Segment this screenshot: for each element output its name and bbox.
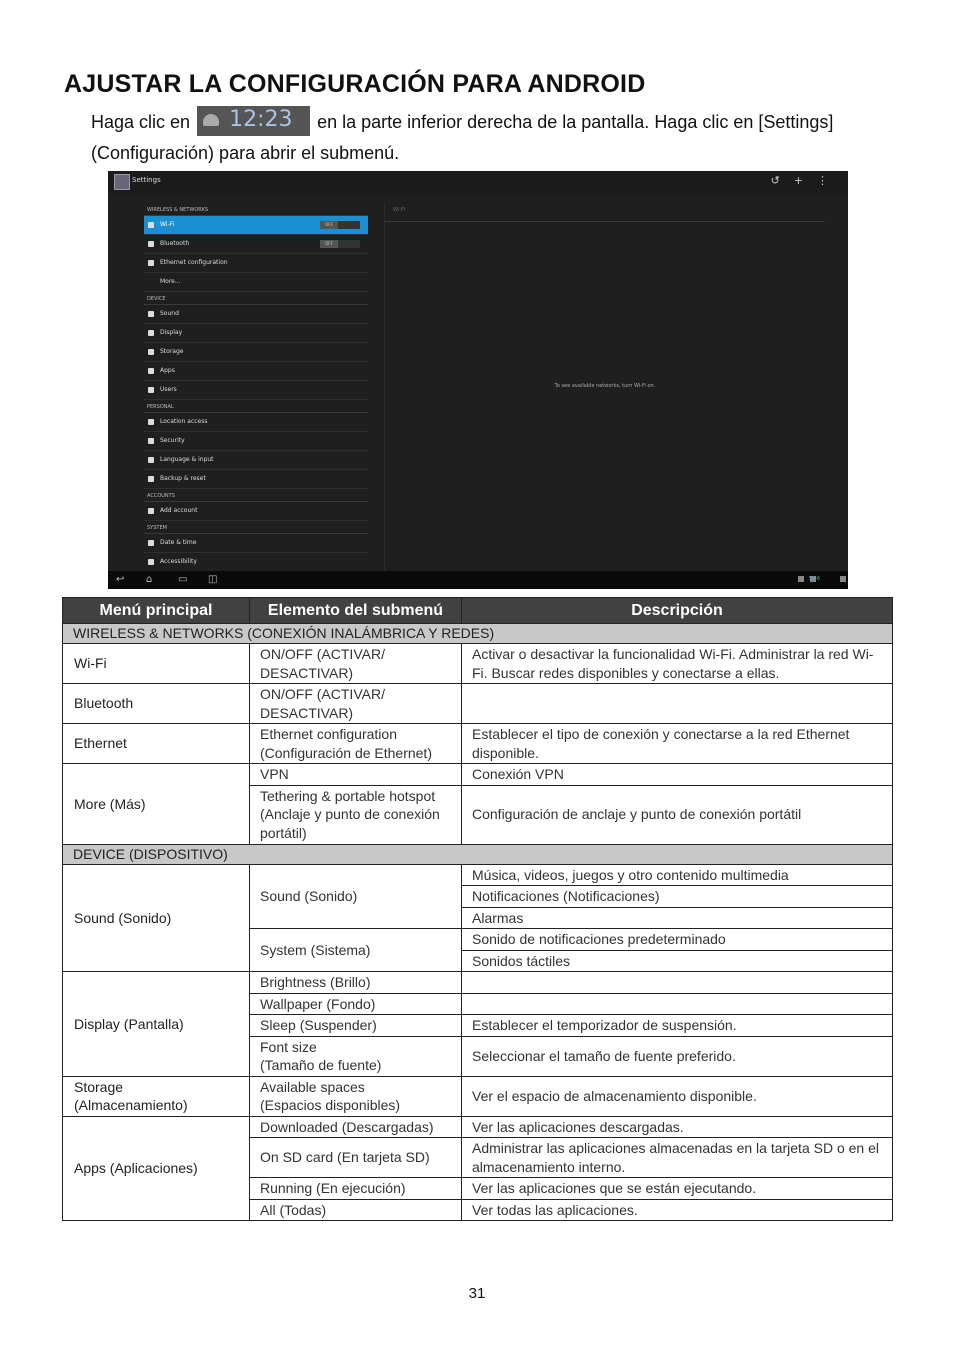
description-cell: [462, 993, 893, 1015]
main-menu-cell: Wi-Fi: [63, 644, 250, 684]
settings-item-label: Display: [160, 329, 183, 336]
settings-item: [144, 343, 368, 362]
submenu-cell: Sleep (Suspender): [250, 1015, 462, 1037]
description-cell: Ver las aplicaciones descargadas.: [462, 1116, 893, 1138]
settings-item: [144, 254, 368, 273]
table-row: [63, 644, 893, 684]
submenu-cell: Sound (Sonido): [250, 864, 462, 929]
detail-message: To see available networks, turn Wi-Fi on.: [554, 383, 656, 389]
category-row: [63, 624, 893, 644]
sound-icon: [148, 311, 154, 317]
settings-item-label: Sound: [160, 310, 179, 317]
settings-item: [144, 381, 368, 400]
submenu-line: Available spaces: [260, 1078, 365, 1095]
settings-table: [62, 597, 893, 1221]
settings-item: [144, 553, 368, 572]
storage-icon: [148, 349, 154, 355]
settings-app-icon: [114, 174, 130, 190]
page-number: 31: [468, 1285, 486, 1302]
action-bar: [108, 171, 848, 193]
settings-item-label: Ethernet configuration: [160, 259, 228, 266]
settings-item-label: Location access: [160, 418, 208, 425]
submenu-cell: Brightness (Brillo): [250, 972, 462, 994]
toggle-label: OFF: [320, 240, 338, 248]
description-cell: Ver las aplicaciones que se están ejecutando.: [462, 1178, 893, 1200]
submenu-cell: ON/OFF (ACTIVAR/ DESACTIVAR): [250, 644, 462, 684]
submenu-cell: All (Todas): [250, 1199, 462, 1221]
settings-section-header: PERSONAL: [144, 400, 368, 413]
header-submenu: Elemento del submenú: [250, 598, 462, 624]
description-cell: Notificaciones (Notificaciones): [462, 886, 893, 908]
submenu-cell: [250, 1036, 462, 1076]
clock-image: [197, 106, 310, 136]
settings-section-header: DEVICE: [144, 292, 368, 305]
settings-item: [144, 534, 368, 553]
description-cell: Música, videos, juegos y otro contenido multimedia: [462, 864, 893, 886]
settings-item: [144, 273, 368, 292]
table-row: [63, 864, 893, 886]
description-cell: Conexión VPN: [462, 764, 893, 786]
submenu-line: (Tamaño de fuente): [260, 1057, 382, 1073]
main-menu-line: (Almacenamiento): [74, 1097, 188, 1113]
sync-icon: ↺: [770, 174, 794, 187]
settings-item-label: Bluetooth: [160, 240, 190, 247]
settings-item: [144, 432, 368, 451]
recent-apps-icon: ▭: [178, 574, 188, 585]
description-cell: Establecer el temporizador de suspensión.: [462, 1015, 893, 1037]
main-menu-cell: Ethernet: [63, 724, 250, 764]
ethernet-icon: [148, 260, 154, 266]
submenu-cell: On SD card (En tarjeta SD): [250, 1138, 462, 1178]
submenu-cell: Running (En ejecución): [250, 1178, 462, 1200]
settings-item-label: Storage: [160, 348, 184, 355]
signal-icon: [840, 576, 846, 582]
settings-item: [144, 216, 368, 235]
category-label: WIRELESS & NETWORKS (CONEXIÓN INALÁMBRICA Y REDES): [63, 624, 893, 644]
main-menu-cell: More (Más): [63, 764, 250, 845]
plus-icon: [148, 508, 154, 514]
main-menu-cell: Apps (Aplicaciones): [63, 1116, 250, 1221]
android-icon: [203, 114, 219, 126]
description-cell: Alarmas: [462, 907, 893, 929]
home-icon: ⌂: [146, 574, 153, 585]
action-icons: [771, 174, 842, 187]
lock-icon: [148, 438, 154, 444]
status-time: 5:46: [808, 576, 820, 582]
settings-item-label: Backup & reset: [160, 475, 206, 482]
settings-item-label: Add account: [160, 507, 198, 514]
description-cell: Configuración de anclaje y punto de conexión portátil: [462, 785, 893, 844]
display-icon: [148, 330, 154, 336]
settings-item-label: Apps: [160, 367, 175, 374]
table-row: [63, 972, 893, 994]
intro-before: Haga clic en: [91, 112, 191, 132]
table-row: [63, 1116, 893, 1138]
intro-after: en la parte inferior derecha de la pantalla. Haga clic en [Settings] (Configuración) para abrir el submenú.: [91, 112, 834, 164]
submenu-line: Font size: [260, 1038, 317, 1055]
submenu-cell: [250, 1076, 462, 1116]
toggle-switch: [320, 221, 360, 229]
settings-item-label: Wi-Fi: [160, 221, 175, 228]
back-icon: ↩: [116, 574, 125, 585]
description-cell: Seleccionar el tamaño de fuente preferido.: [462, 1036, 893, 1076]
submenu-cell: Downloaded (Descargadas): [250, 1116, 462, 1138]
wifi-icon: [148, 222, 154, 228]
description-cell: Sonido de notificaciones predeterminado: [462, 929, 893, 951]
main-menu-cell: Bluetooth: [63, 684, 250, 724]
settings-item: [144, 235, 368, 254]
page-title: AJUSTAR LA CONFIGURACIÓN PARA ANDROID: [64, 70, 646, 98]
location-icon: [148, 419, 154, 425]
settings-item: [144, 305, 368, 324]
settings-section-header: ACCOUNTS: [144, 489, 368, 502]
notification-icon: [798, 576, 804, 582]
table-row: [63, 684, 893, 724]
header-main-menu: Menú principal: [63, 598, 250, 624]
bluetooth-icon: [148, 241, 154, 247]
table-row: [63, 724, 893, 764]
detail-pane: [384, 203, 825, 571]
settings-item-label: Accessibility: [160, 558, 197, 565]
language-icon: [148, 457, 154, 463]
settings-item-label: More...: [160, 278, 181, 285]
table-row: [63, 1076, 893, 1116]
detail-header: Wi-Fi: [385, 203, 825, 222]
submenu-cell: Tethering & portable hotspot (Anclaje y punto de conexión portátil): [250, 785, 462, 844]
submenu-cell: System (Sistema): [250, 929, 462, 972]
submenu-cell: VPN: [250, 764, 462, 786]
main-menu-cell: [63, 1076, 250, 1116]
settings-item: [144, 324, 368, 343]
settings-body: [108, 193, 848, 571]
description-cell: Administrar las aplicaciones almacenadas en la tarjeta SD o en el almacenamiento interno.: [462, 1138, 893, 1178]
main-menu-cell: Sound (Sonido): [63, 864, 250, 972]
overflow-menu-icon: ⋮: [817, 174, 842, 187]
settings-item: [144, 362, 368, 381]
settings-item: [144, 451, 368, 470]
category-label: DEVICE (DISPOSITIVO): [63, 844, 893, 864]
table-row: [63, 764, 893, 786]
toggle-switch: [320, 240, 360, 248]
description-cell: Activar o desactivar la funcionalidad Wi-Fi. Administrar la red Wi-Fi. Buscar redes disponibles y conectarse a ellas.: [462, 644, 893, 684]
settings-screenshot: [108, 171, 848, 589]
main-menu-line: Storage: [74, 1078, 124, 1095]
settings-item-label: Language & input: [160, 456, 214, 463]
settings-item: [144, 413, 368, 432]
settings-item: [144, 502, 368, 521]
table-header-row: [63, 598, 893, 624]
app-title: Settings: [132, 176, 161, 184]
settings-list: [144, 203, 368, 572]
submenu-cell: Wallpaper (Fondo): [250, 993, 462, 1015]
description-cell: Ver el espacio de almacenamiento disponible.: [462, 1076, 893, 1116]
apps-icon: [148, 368, 154, 374]
screenshot-icon: ◫: [208, 574, 218, 585]
settings-section-header: SYSTEM: [144, 521, 368, 534]
description-cell: Sonidos táctiles: [462, 950, 893, 972]
category-row: [63, 844, 893, 864]
submenu-cell: ON/OFF (ACTIVAR/ DESACTIVAR): [250, 684, 462, 724]
description-cell: [462, 684, 893, 724]
settings-section-header: WIRELESS & NETWORKS: [144, 203, 368, 216]
settings-item-label: Users: [160, 386, 177, 393]
users-icon: [148, 387, 154, 393]
settings-item: [144, 470, 368, 489]
clock-time: 12:23: [229, 107, 293, 133]
backup-icon: [148, 476, 154, 482]
submenu-line: (Espacios disponibles): [260, 1097, 401, 1113]
settings-item-label: Date & time: [160, 539, 197, 546]
submenu-cell: Ethernet configuration (Configuración de Ethernet): [250, 724, 462, 764]
description-cell: Establecer el tipo de conexión y conectarse a la red Ethernet disponible.: [462, 724, 893, 764]
navigation-bar: [108, 571, 848, 589]
accessibility-icon: [148, 559, 154, 565]
main-menu-cell: Display (Pantalla): [63, 972, 250, 1077]
add-icon: +: [793, 174, 817, 187]
intro-paragraph: [91, 107, 871, 169]
description-cell: Ver todas las aplicaciones.: [462, 1199, 893, 1221]
toggle-label: OFF: [320, 221, 338, 229]
header-description: Descripción: [462, 598, 893, 624]
settings-item-label: Security: [160, 437, 185, 444]
clock-icon: [148, 540, 154, 546]
description-cell: [462, 972, 893, 994]
